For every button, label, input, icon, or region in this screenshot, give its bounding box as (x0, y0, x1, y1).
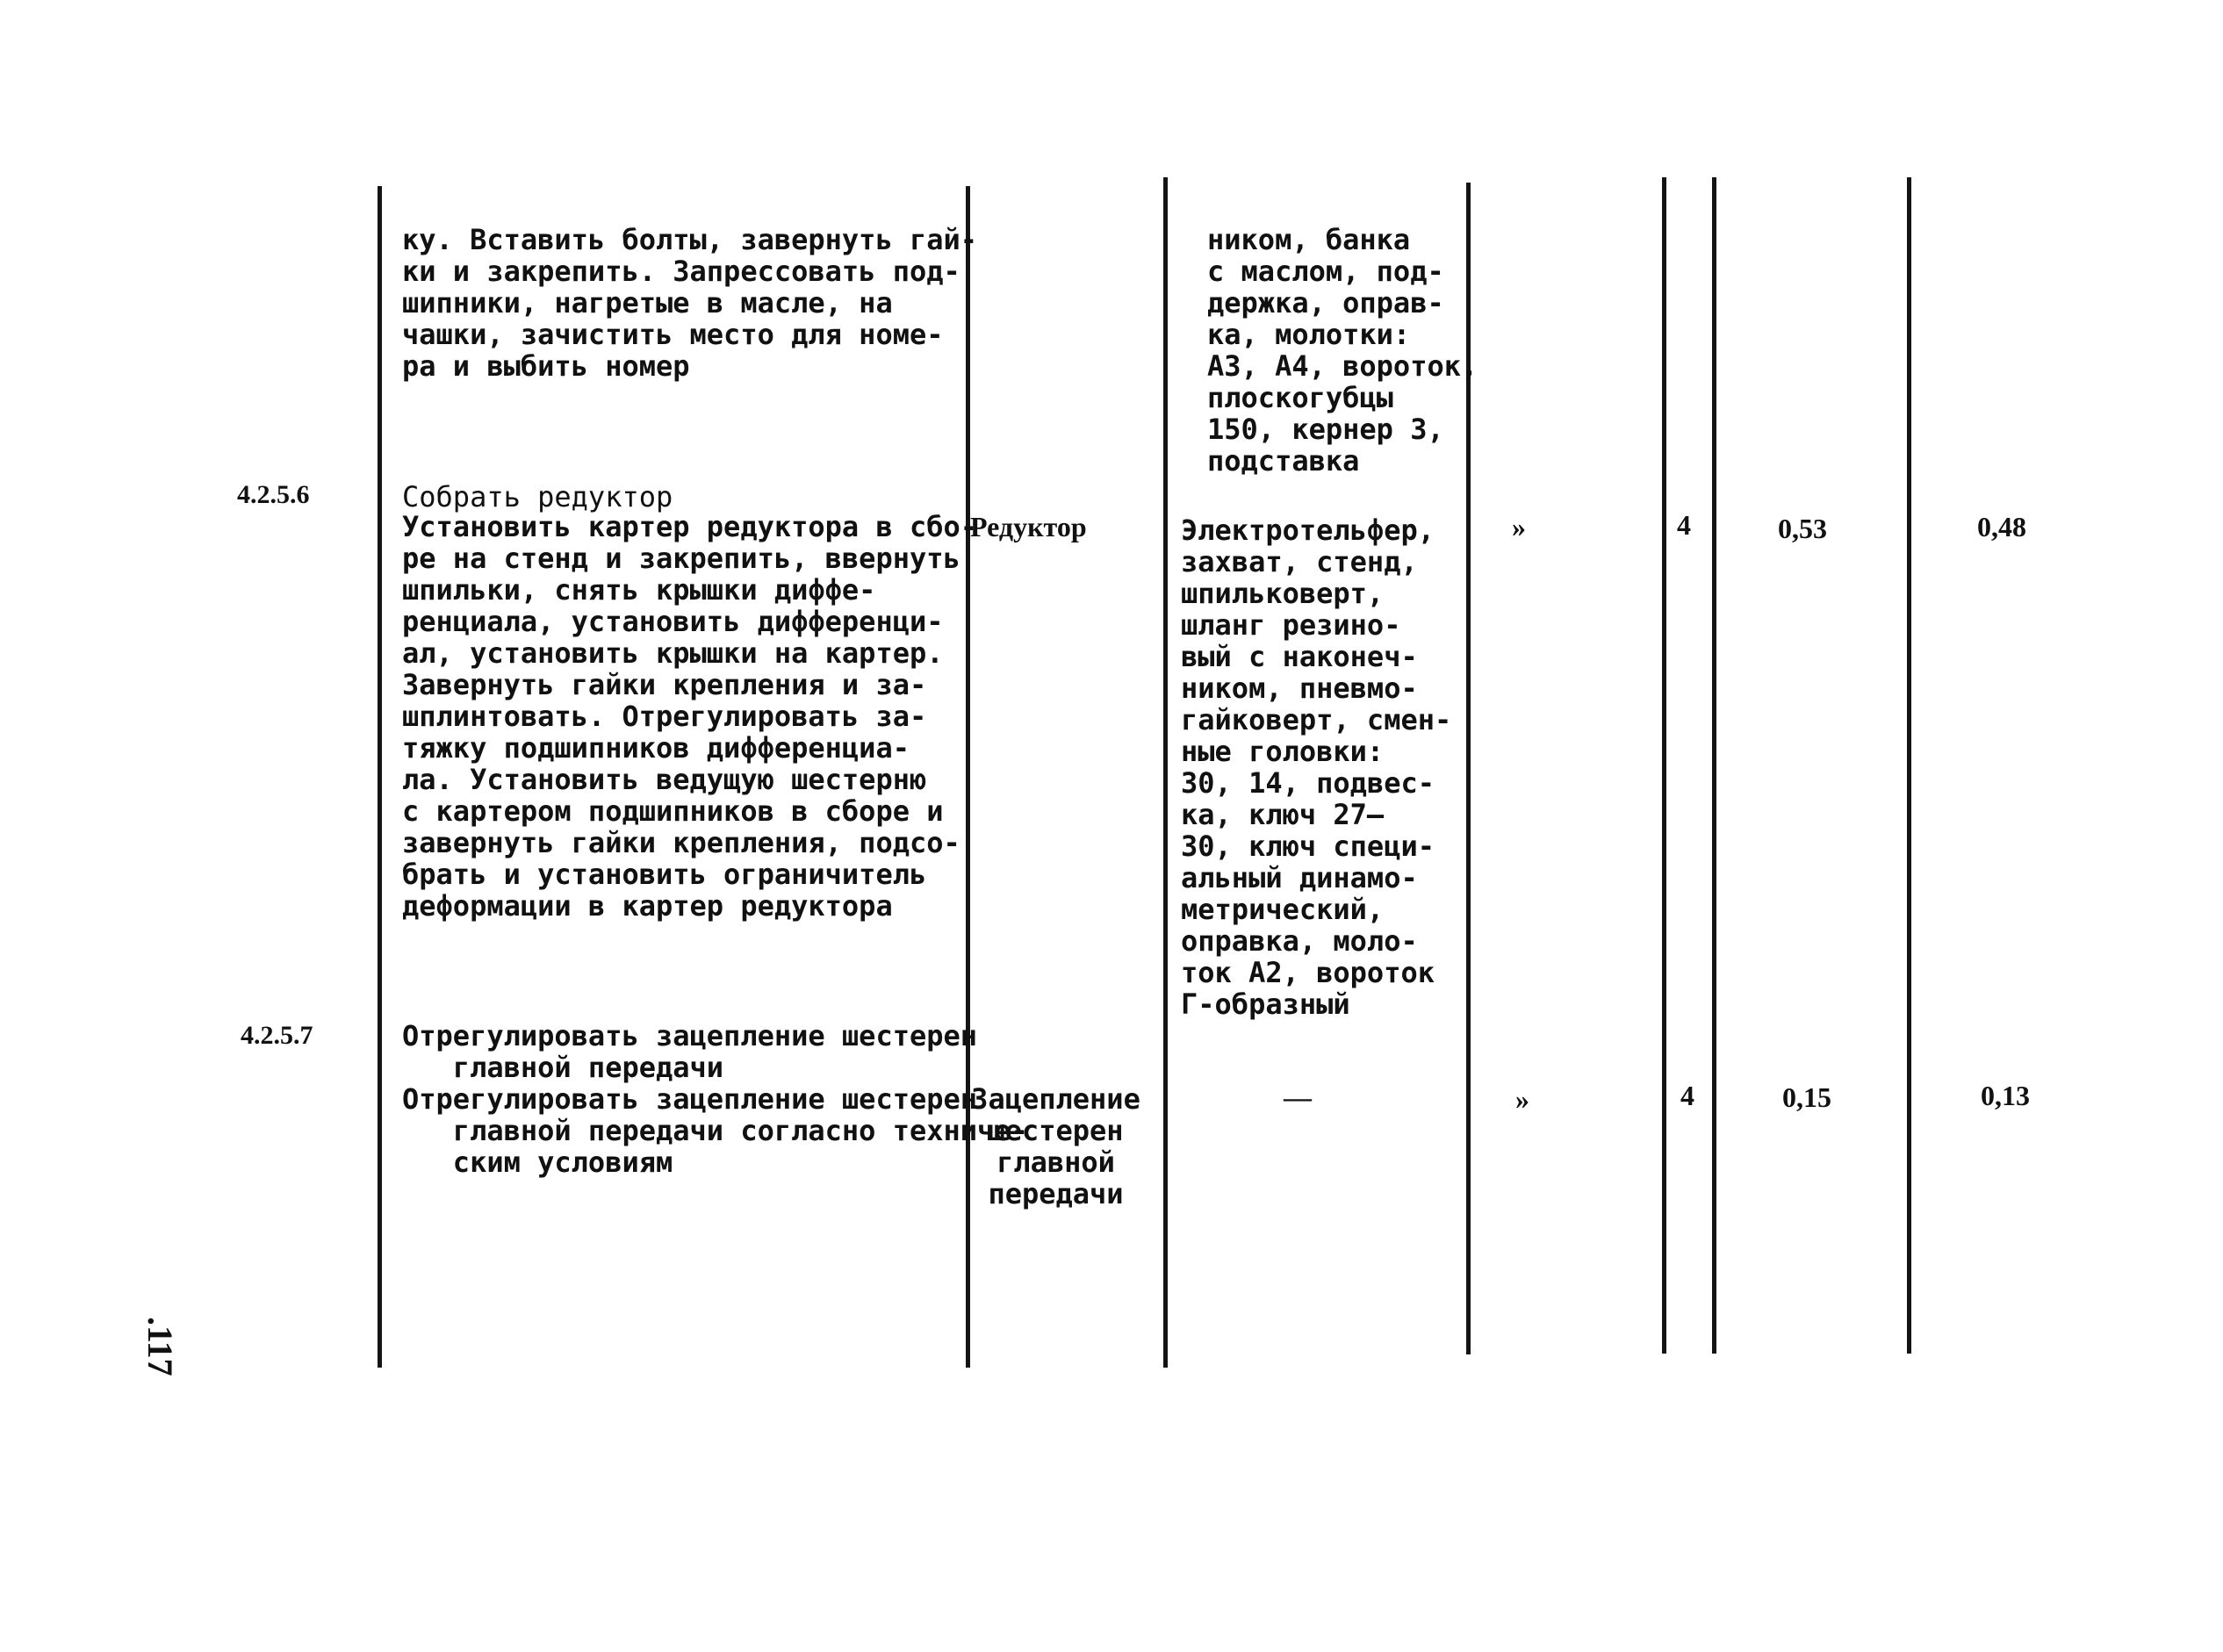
assembly-object: Зацепление шестерен главной передачи (971, 1082, 1140, 1210)
time-norm-1: 0,15 (1782, 1081, 1831, 1113)
column-rule-6 (1712, 177, 1716, 1354)
category-mark: » (1515, 1083, 1529, 1115)
operation-description: Установить картер редуктора в сбо- ре на стенд и закрепить, ввернуть шпильки, снять крышки диффе- ренциала, установить дифференци- ал, установить крышки на картер. Завернуть гайки крепления и за- шплинтовать. Отрегулировать за- тяжку подшипников дифференциа- ла. Установить ведущую шестерню с картером подшипников в сборе и завернуть гайки крепления, подсо- брать и установить ограничитель деформации в картер редуктора (402, 510, 978, 923)
column-rule-7 (1907, 177, 1911, 1354)
column-rule-3 (1163, 177, 1168, 1368)
time-norm-2: 0,13 (1981, 1080, 2030, 1111)
operation-description: Отрегулировать зацепление шестерен главной передачи согласно техниче- ским условиям (402, 1082, 1028, 1179)
column-rule-5 (1662, 177, 1666, 1354)
operation-title: Отрегулировать зацепление шестерен главной передачи (402, 1019, 978, 1084)
equipment-list: — (1284, 1081, 1312, 1113)
worker-grade: 4 (1677, 509, 1691, 541)
operation-number: 4.2.5.7 (241, 1021, 313, 1050)
column-rule-1 (378, 186, 382, 1368)
time-norm-2: 0,48 (1977, 511, 2026, 542)
equipment-list: ником, банка с маслом, под- держка, оправ- ка, молотки: А3, А4, вороток, плоскогубцы 150, кернер 3, подставка (1207, 223, 1478, 478)
assembly-object: Редуктор (970, 511, 1087, 542)
time-norm-1: 0,53 (1778, 513, 1827, 544)
equipment-list: Электротельфер, захват, стенд, шпильковерт, шланг резино- вый с наконеч- ником, пневмо- гайковерт, смен- ные головки: 30, 14, подвес- ка, ключ 27— 30, ключ специ- альный динамо- метрический, оправка, моло- ток А2, вороток Г-образный (1181, 514, 1452, 1021)
page-number: .117 (140, 1317, 180, 1376)
category-mark: » (1512, 511, 1526, 542)
operation-number: 4.2.5.6 (237, 480, 310, 509)
operation-title: Собрать редуктор (402, 480, 673, 514)
operation-description: ку. Вставить болты, завернуть гай- ки и закрепить. Запрессовать под- шипники, нагретые в масле, на чашки, зачистить место для номе- ра и выбить номер (402, 223, 978, 383)
worker-grade: 4 (1680, 1080, 1694, 1111)
